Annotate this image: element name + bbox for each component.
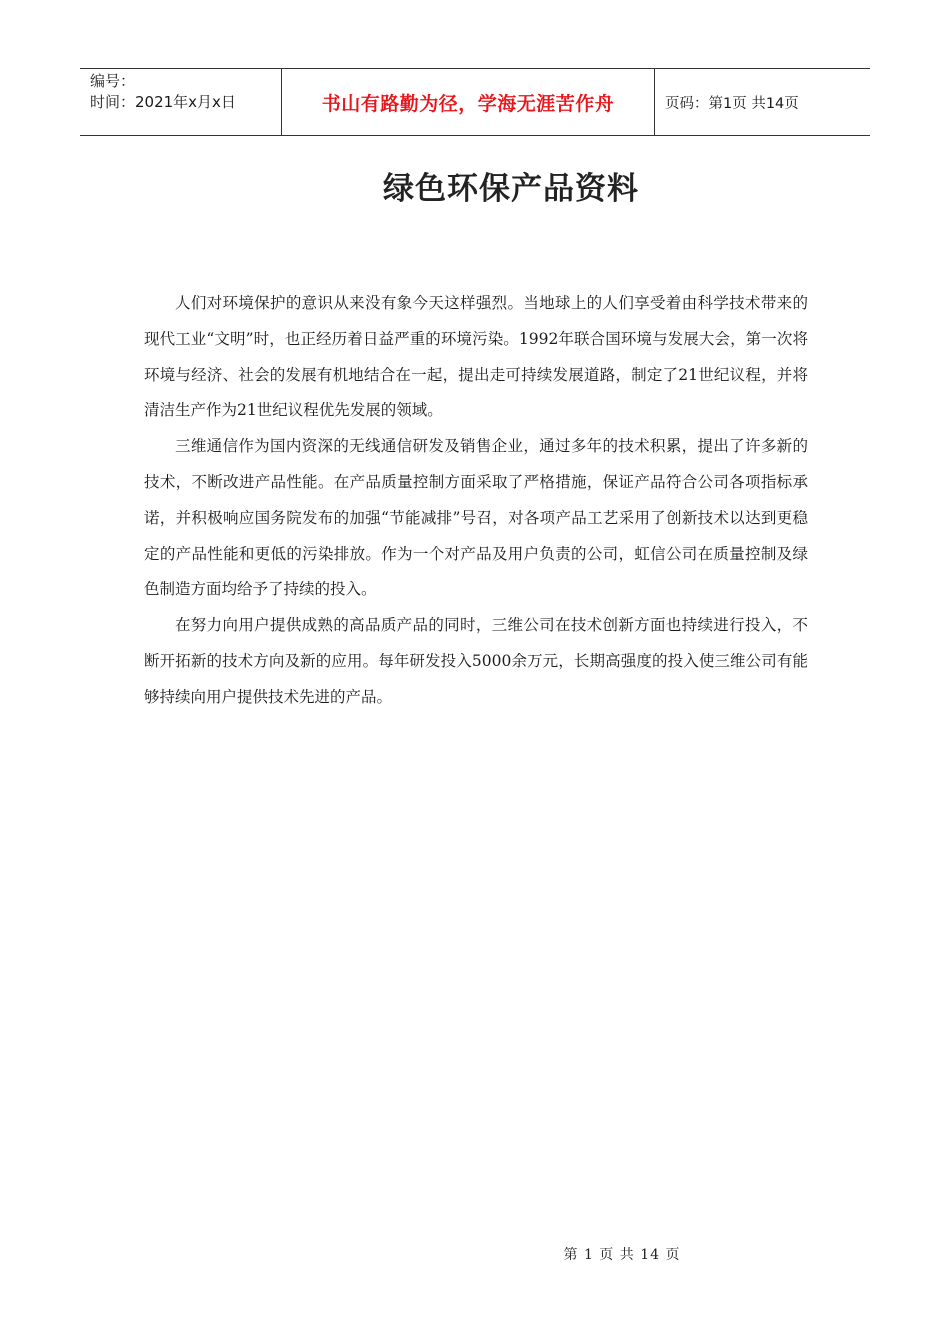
body-paragraph: 三维通信作为国内资深的无线通信研发及销售企业，通过多年的技术积累，提出了许多新的技术，不断改进产品性能。在产品质量控制方面采取了严格措施，保证产品符合公司各项指标承诺，并积极响应国务院发布的加强“节能减排”号召，对各项产品工艺采用了创新技术以达到更稳定的产品性能和更低的污染排放。作为一个对产品及用户负责的公司，虹信公司在质量控制及绿色制造方面均给予了持续的投入。 [144,437,808,599]
header-page-cell [655,69,870,135]
document-number-label: 编号： [90,72,136,90]
header-table [80,68,870,136]
document-body [144,286,808,716]
header-motto-cell [282,69,655,135]
page-footer: 第 1 页 共 14 页 [563,1247,681,1263]
body-paragraph: 在努力向用户提供成熟的高品质产品的同时，三维公司在技术创新方面也持续进行投入，不断开拓新的技术方向及新的应用。每年研发投入5000余万元，长期高强度的投入使三维公司有能够持续向用户提供技术先进的产品。 [144,616,808,706]
header-page-info: 页码：第1页 共14页 [665,95,799,112]
header-motto: 书山有路勤为径，学海无涯苦作舟 [321,92,615,115]
header-info-cell [80,69,282,135]
document-title: 绿色环保产品资料 [383,171,639,207]
document-date-label: 时间：2021年x月x日 [90,93,236,111]
body-paragraph: 人们对环境保护的意识从来没有象今天这样强烈。当地球上的人们享受着由科学技术带来的现代工业“文明”时，也正经历着日益严重的环境污染。1992年联合国环境与发展大会，第一次将环境与经济、社会的发展有机地结合在一起，提出走可持续发展道路，制定了21世纪议程，并将清洁生产作为21世纪议程优先发展的领域。 [144,294,808,420]
